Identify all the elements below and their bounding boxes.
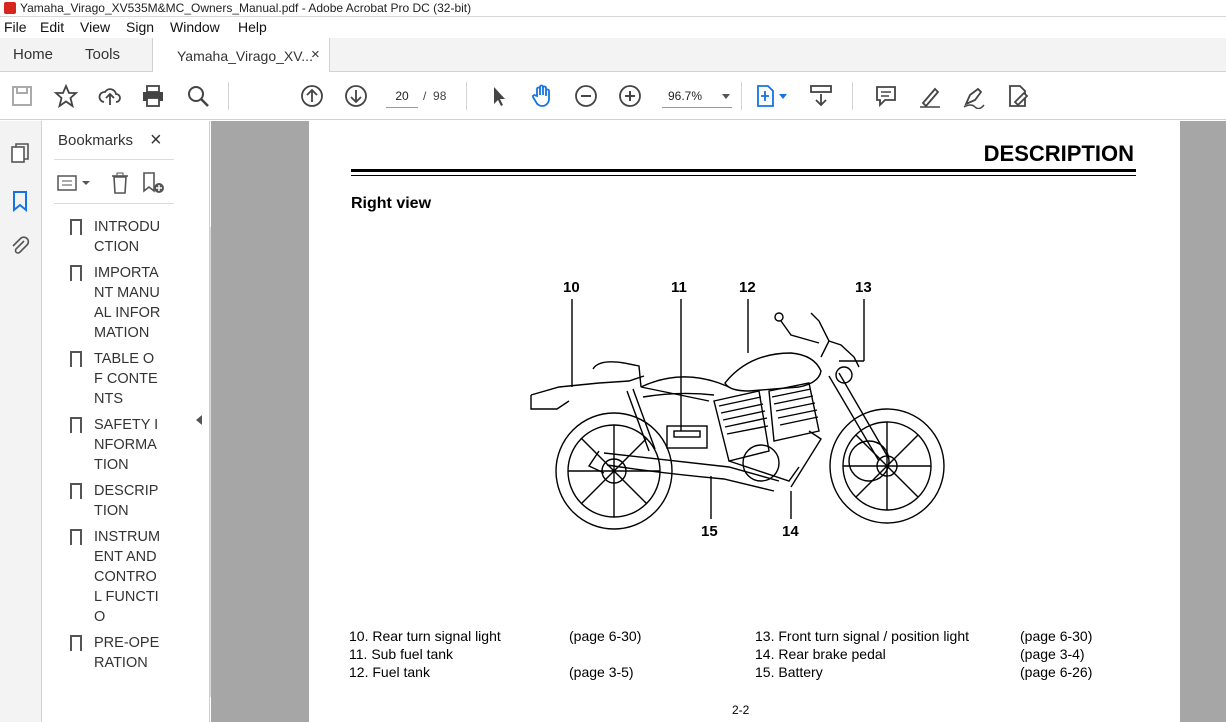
bookmarks-header: Bookmarks [58,132,134,149]
pdf-page[interactable] [309,121,1180,722]
scroll-mode-icon[interactable] [808,83,834,109]
legend-item: 13. Front turn signal / position light [755,628,970,644]
close-panel-icon[interactable]: × [150,129,162,151]
tab-tools[interactable]: Tools [85,46,121,63]
bookmark-item[interactable]: SAFETY INFORMATION [70,415,180,475]
search-icon[interactable] [185,83,211,109]
tab-row [0,38,1226,72]
legend-ref: (page 6-30) [1020,628,1093,644]
legend-item: 15. Battery [755,664,823,680]
page-number-input[interactable]: 20 [386,84,418,108]
toolbar-separator [852,82,853,110]
legend-right [755,627,1092,681]
fit-options-chevron-icon[interactable] [779,94,787,99]
motorcycle-illustration [529,291,959,531]
zoom-value: 96.7% [668,89,703,103]
zoom-level-select[interactable] [662,84,732,108]
toolbar [0,72,1226,120]
legend-left [349,627,641,681]
bookmarks-panel [42,121,210,722]
menu-file[interactable]: File [4,19,27,35]
close-tab-icon[interactable]: × [311,46,320,63]
legend-ref: (page 6-30) [569,628,642,644]
zoom-out-icon[interactable] [573,83,599,109]
callout-13: 13 [855,279,872,296]
bookmark-item[interactable]: DESCRIPTION [70,481,180,521]
toolbar-separator [466,82,467,110]
hand-tool-icon[interactable] [529,83,555,109]
menu-edit[interactable]: Edit [40,19,65,35]
legend-ref: (page 3-4) [1020,646,1085,662]
callout-10: 10 [563,279,580,296]
attachment-icon[interactable] [8,234,32,258]
star-icon[interactable] [53,83,79,109]
bookmark-icon[interactable] [8,189,32,213]
sign-pen-icon[interactable] [961,83,987,109]
divider [54,159,174,160]
section-heading: Right view [351,195,432,212]
print-icon[interactable] [140,83,166,109]
next-page-icon[interactable] [343,83,369,109]
callout-15: 15 [701,523,718,540]
legend-item: 14. Rear brake pedal [755,646,886,662]
menu-window[interactable]: Window [170,19,220,35]
menu-help[interactable]: Help [238,19,267,35]
page-footer-number: 2-2 [732,703,750,717]
bookmark-list [70,217,180,679]
title-rule [351,169,1136,172]
bookmark-flag-icon [70,219,82,235]
fit-page-icon[interactable] [752,83,778,109]
bookmark-item[interactable]: INSTRUMENT AND CONTROL FUNCTIO [70,527,180,627]
menu-sign[interactable]: Sign [126,19,155,35]
callout-14: 14 [782,523,799,540]
chevron-down-icon [722,94,730,99]
menu-bar [0,17,1226,38]
toolbar-separator [741,82,742,110]
previous-page-icon[interactable] [299,83,325,109]
save-icon[interactable] [9,83,35,109]
toolbar-separator [228,82,229,110]
callout-12: 12 [739,279,756,296]
new-bookmark-icon[interactable] [140,171,166,195]
bookmark-flag-icon [70,635,82,651]
document-tab-label: Yamaha_Virago_XV... [177,48,313,64]
title-bar [0,0,1226,17]
acrobat-icon [4,2,16,14]
delete-bookmark-icon[interactable] [109,171,131,195]
zoom-in-icon[interactable] [617,83,643,109]
page-count: / 98 [423,89,447,103]
bookmark-item[interactable]: IMPORTANT MANUAL INFORMATION [70,263,180,343]
collapse-panel-icon[interactable] [196,415,202,425]
bookmark-flag-icon [70,265,82,281]
select-pointer-icon[interactable] [486,83,512,109]
divider [54,203,174,204]
upload-cloud-icon[interactable] [97,83,123,109]
tab-home[interactable]: Home [13,46,54,63]
bookmark-flag-icon [70,483,82,499]
tab-document[interactable] [152,38,330,73]
bookmark-item[interactable]: TABLE OF CONTENTS [70,349,180,409]
legend-ref: (page 6-26) [1020,664,1093,680]
legend-item: 10. Rear turn signal light [349,628,501,644]
bookmark-flag-icon [70,417,82,433]
title-rule [351,175,1136,176]
highlight-pen-icon[interactable] [917,83,943,109]
bookmark-flag-icon [70,351,82,367]
options-menu-icon[interactable] [56,171,94,195]
window-title: Yamaha_Virago_XV535M&MC_Owners_Manual.pdf - Adobe Acrobat Pro DC (32-bit) [20,1,472,15]
page-thumbnails-icon[interactable] [8,141,32,165]
bookmark-item[interactable]: PRE-OPERATION [70,633,180,673]
legend-ref: (page 3-5) [569,664,634,680]
legend-item: 11. Sub fuel tank [349,646,454,662]
legend-item: 12. Fuel tank [349,664,430,680]
page-title: DESCRIPTION [983,141,1134,166]
navigation-rail [0,121,42,722]
comment-icon[interactable] [873,83,899,109]
fill-sign-icon[interactable] [1005,83,1031,109]
callout-11: 11 [671,279,687,296]
bookmark-flag-icon [70,529,82,545]
menu-view[interactable]: View [80,19,111,35]
bookmark-item[interactable]: INTRODUCTION [70,217,180,257]
